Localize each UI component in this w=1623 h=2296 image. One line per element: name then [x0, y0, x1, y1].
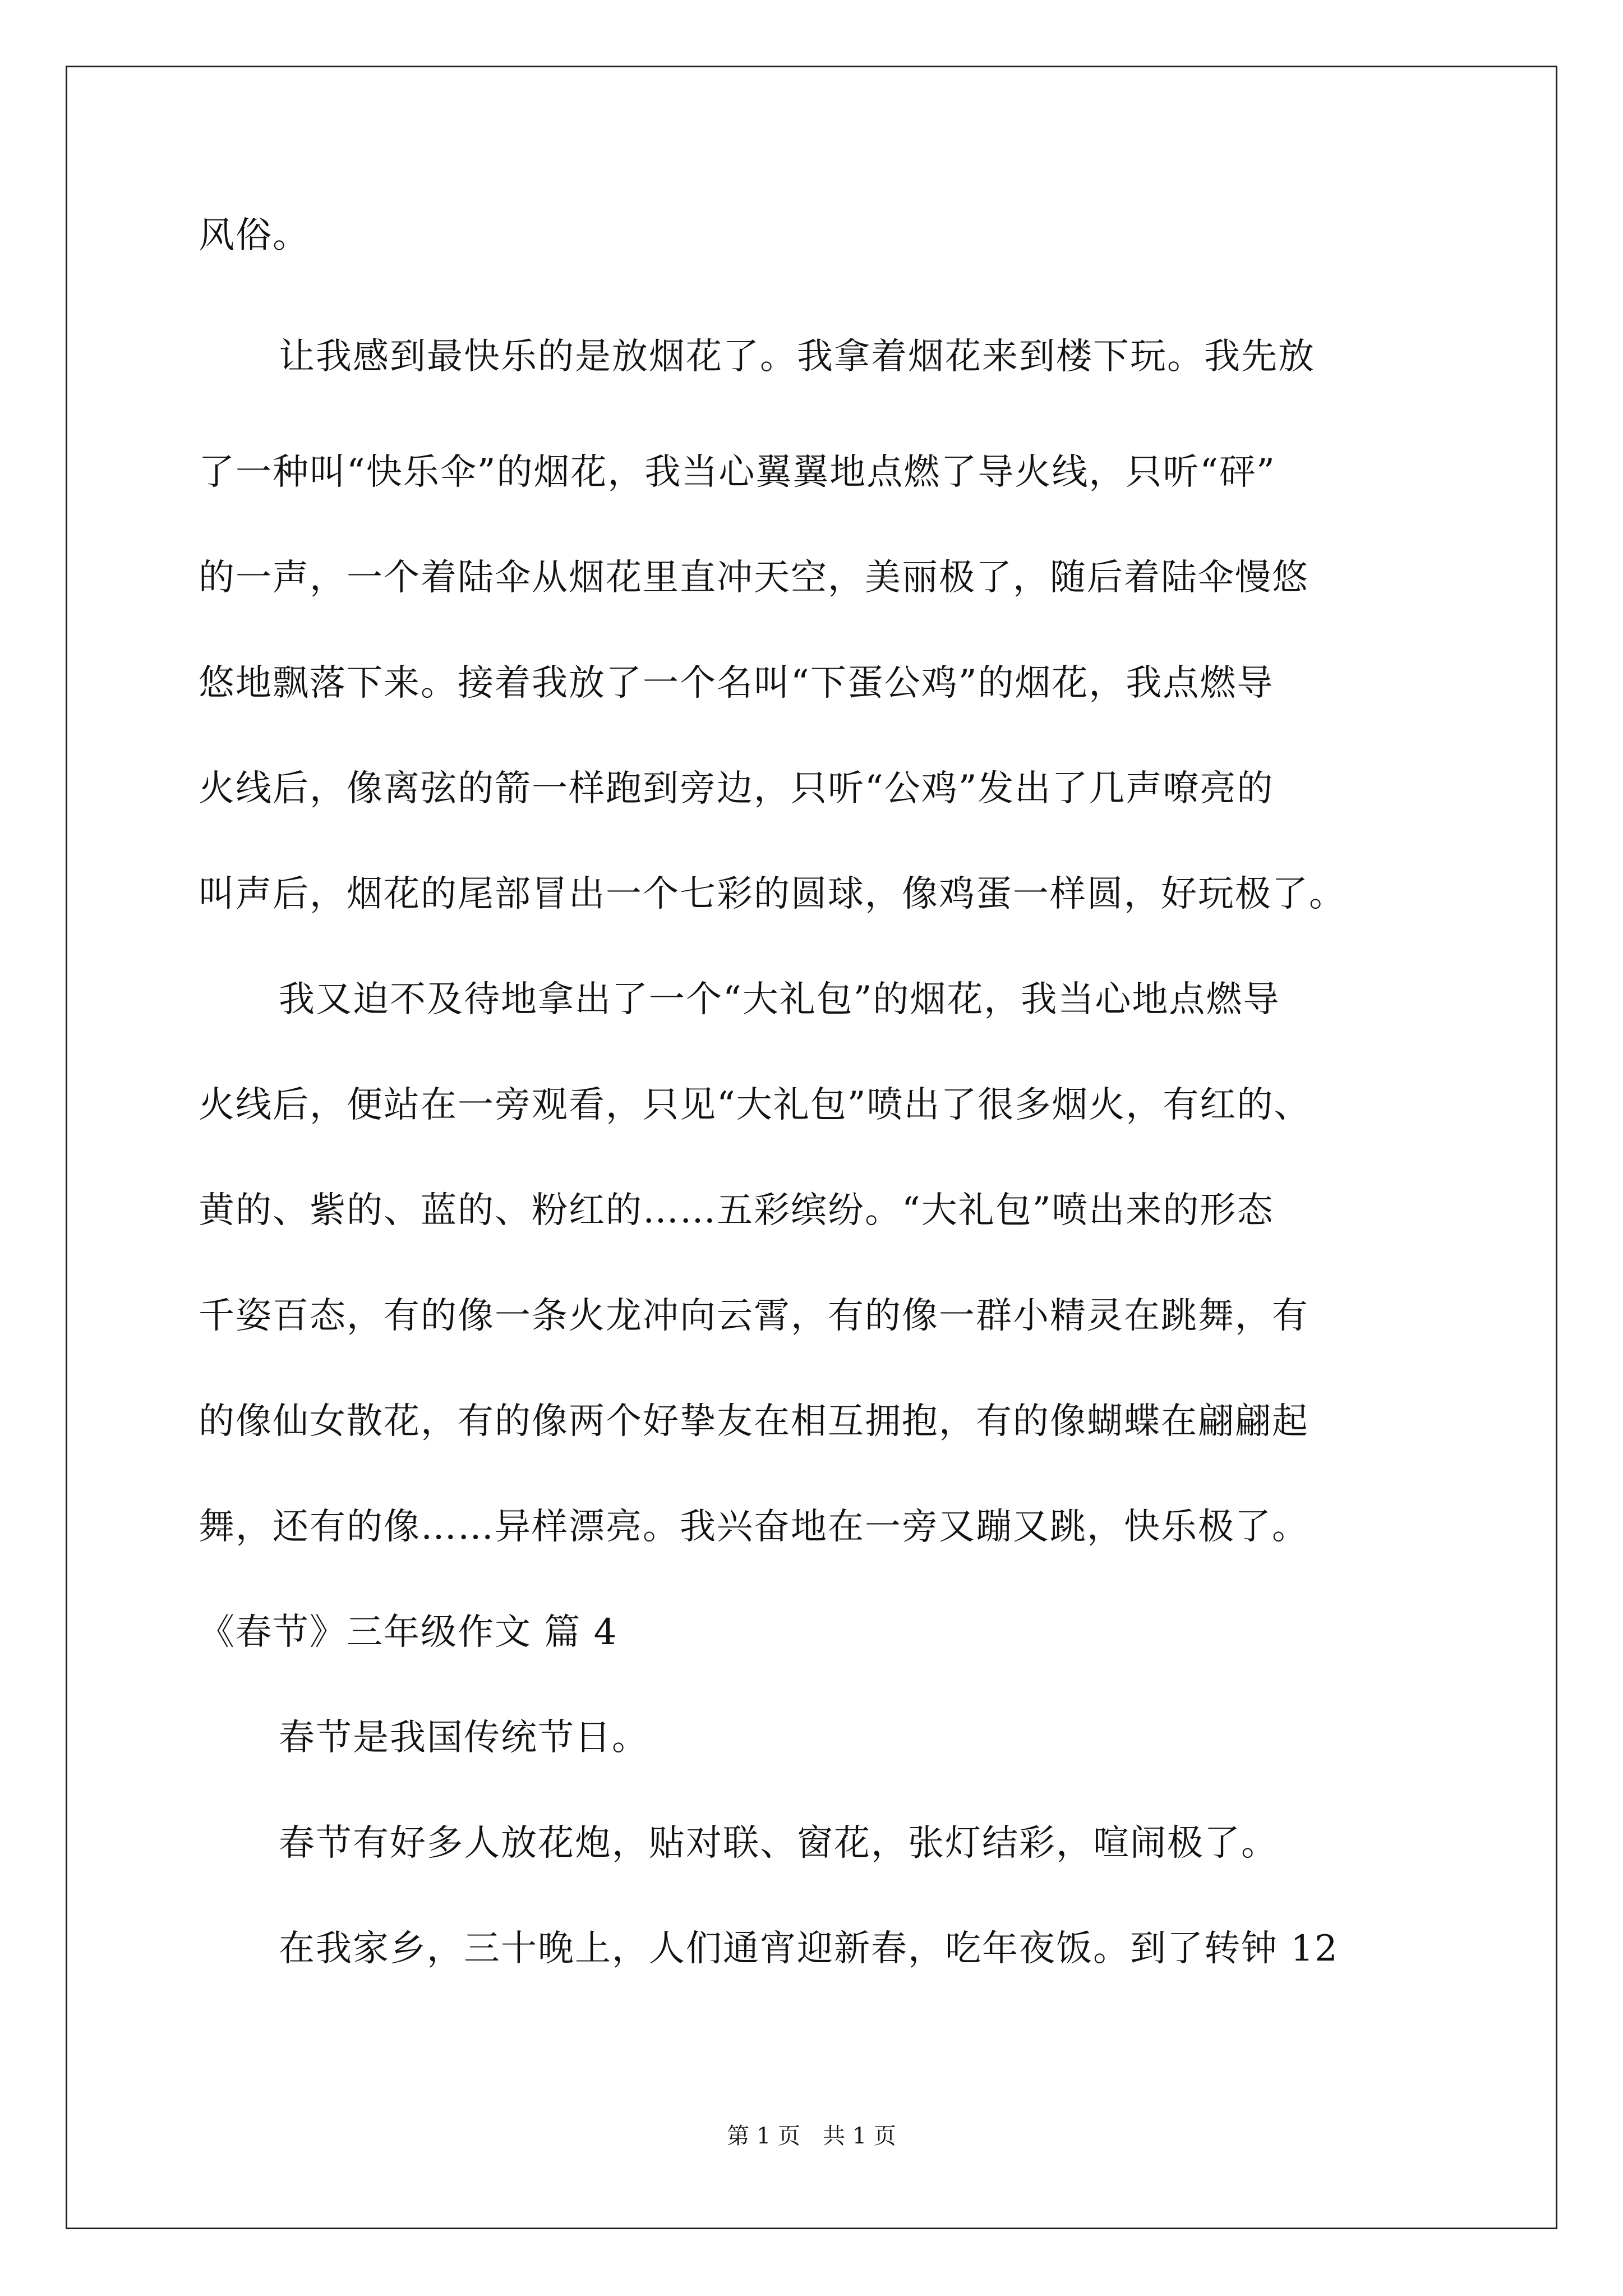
text-line-2: 让我感到最快乐的是放烟花了。我拿着烟花来到楼下玩。我先放	[279, 336, 1315, 378]
text-line-10: 黄的、紫的、蓝的、粉红的……五彩缤纷。“大礼包”喷出来的形态	[199, 1190, 1274, 1231]
text-line-7: 叫声后，烟花的尾部冒出一个七彩的圆球，像鸡蛋一样圆，好玩极了。	[199, 873, 1346, 915]
text-line-3: 了一种叫“快乐伞”的烟花，我当心翼翼地点燃了导火线，只听“砰”	[199, 452, 1276, 493]
page-footer: 第 1 页 共 1 页	[727, 2123, 896, 2149]
text-line-16: 春节有好多人放花炮，贴对联、窗花，张灯结彩，喧闹极了。	[279, 1823, 1278, 1864]
text-line-5: 悠地飘落下来。接着我放了一个名叫“下蛋公鸡”的烟花，我点燃导	[199, 662, 1274, 704]
text-line-1: 风俗。	[199, 215, 310, 256]
page-border	[66, 66, 1557, 2229]
text-line-4: 的一声，一个着陆伞从烟花里直冲天空，美丽极了，随后着陆伞慢悠	[199, 557, 1309, 599]
text-line-17: 在我家乡，三十晚上，人们通宵迎新春，吃年夜饭。到了转钟 12	[279, 1928, 1339, 1970]
text-line-15: 春节是我国传统节日。	[279, 1717, 649, 1759]
text-line-6: 火线后，像离弦的箭一样跑到旁边，只听“公鸡”发出了几声嘹亮的	[199, 768, 1274, 809]
text-line-8: 我又迫不及待地拿出了一个“大礼包”的烟花，我当心地点燃导	[279, 979, 1280, 1020]
text-line-11: 千姿百态，有的像一条火龙冲向云霄，有的像一群小精灵在跳舞，有	[199, 1295, 1309, 1337]
section-heading: 《春节》三年级作文 篇 4	[199, 1612, 618, 1653]
text-line-9: 火线后，便站在一旁观看，只见“大礼包”喷出了很多烟火，有红的、	[199, 1084, 1311, 1126]
text-line-13: 舞，还有的像……异样漂亮。我兴奋地在一旁又蹦又跳，快乐极了。	[199, 1506, 1309, 1548]
text-line-12: 的像仙女散花，有的像两个好挚友在相互拥抱，有的像蝴蝶在翩翩起	[199, 1401, 1309, 1442]
